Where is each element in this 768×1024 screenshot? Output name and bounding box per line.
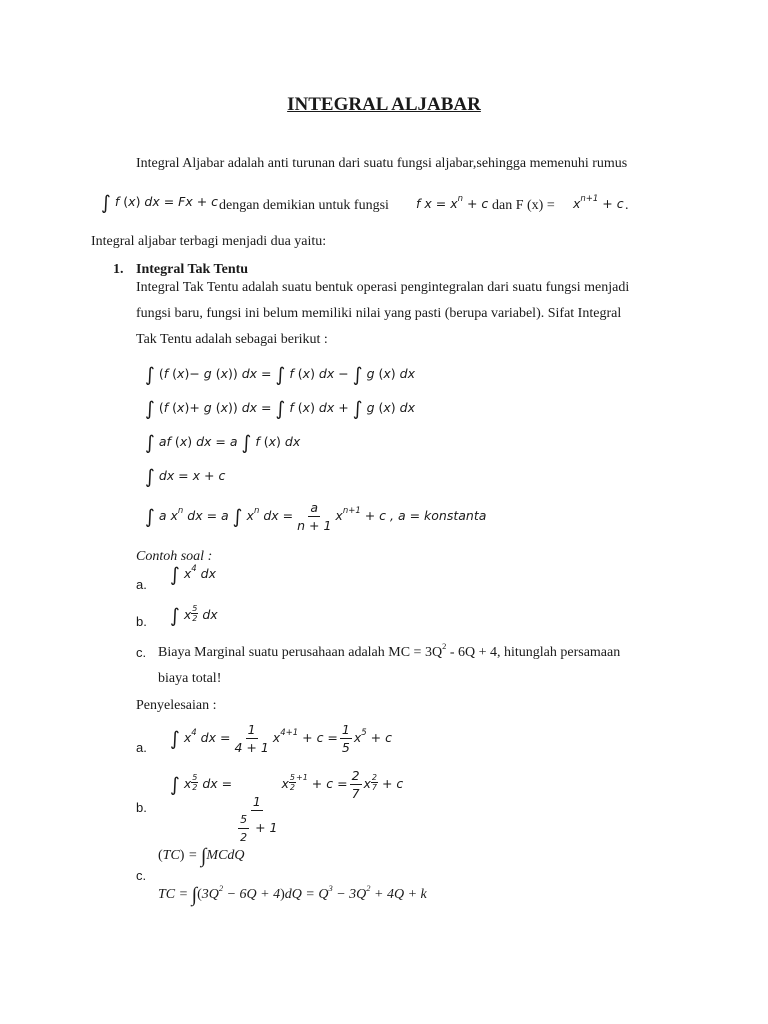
penyelesaian-a-formula: ∫ $x^4$ dx = $\frac{1}{4 + 1}$ $x^{4+1} + c$ = $\frac{1}{5}$ $x^5 + c$	[170, 722, 392, 755]
contoh-b-label: b.	[136, 614, 147, 629]
contoh-b-formula: ∫ x $\frac{5}{2}$ dx	[170, 604, 218, 627]
property-power: ∫ a $x^n$ dx = a ∫ $x^n$ dx = $\frac{a}{n + 1}$ $x^{n+1} + c$ , a = konstanta	[145, 500, 487, 533]
contoh-c-label: c.	[136, 645, 147, 660]
property-sum: ∫ (f (x)+ g (x)) dx = ∫ f (x) dx + ∫ g (x) dx	[145, 398, 415, 420]
section-para-line2: fungsi baru, fungsi ini belum memiliki nilai yang pasti (berupa variabel). Sifat Integral	[136, 306, 622, 321]
intro-end-dot: .	[625, 198, 629, 213]
contoh-a-formula: ∫ $x^4$ dx	[170, 564, 217, 586]
contoh-c-line2: biaya total!	[158, 671, 222, 686]
intro-sentence: Integral Aljabar adalah anti turunan dari suatu fungsi aljabar,sehingga memenuhi rumus	[136, 156, 628, 171]
penyelesaian-c-label: c.	[136, 868, 147, 883]
penyelesaian-a-label: a.	[136, 740, 147, 755]
penyelesaian-c-formula1: (TC) = ∫MCdQ	[158, 845, 245, 867]
formula-func: f $x = x^n + c$	[416, 194, 489, 211]
contoh-c-line1-sup: 2	[442, 641, 447, 651]
section-number: 1.	[113, 262, 124, 277]
contoh-c-line1-pre: Biaya Marginal suatu perusahaan adalah MC = 3Q	[158, 645, 443, 660]
contoh-c-line1	[158, 641, 621, 661]
penyelesaian-b-label: b.	[136, 800, 147, 815]
contoh-a-label: a.	[136, 577, 147, 592]
intro-and-label: dan F (x) =	[492, 198, 555, 213]
contoh-heading: Contoh soal :	[136, 549, 213, 564]
split-sentence: Integral aljabar terbagi menjadi dua yaitu:	[91, 234, 327, 249]
page-title: INTEGRAL ALJABAR	[287, 94, 481, 115]
property-dx: ∫ dx = x + c	[145, 466, 226, 488]
formula-F: $x^{n+1} + c$	[573, 194, 624, 211]
section-para-line1: Integral Tak Tentu adalah suatu bentuk operasi pengintegralan dari suatu fungsi menjadi	[136, 280, 630, 295]
penyelesaian-heading: Penyelesaian :	[136, 698, 217, 713]
property-constant: ∫ af (x) dx = a ∫ f (x) dx	[145, 432, 301, 454]
section-heading: Integral Tak Tentu	[136, 262, 249, 277]
penyelesaian-b-formula: ∫ x $\frac{5}{2}$ dx = 1 $\frac{5}{2}$ + 1 x $\frac{5}{2}$ $^{+1}$ + c = $\frac{2}{7}$ x $\frac{2}{7}$ + c	[170, 768, 404, 844]
formula-main: ∫ f (x) dx = Fx + c	[101, 192, 219, 214]
contoh-c-line1-post: - 6Q + 4, hitunglah persamaan	[446, 645, 621, 660]
property-difference: ∫ (f (x)− g (x)) dx = ∫ f (x) dx − ∫ g (x) dx	[145, 364, 415, 386]
intro-connector: dengan demikian untuk fungsi	[219, 198, 389, 213]
penyelesaian-c-formula2: TC = $\int(3Q^2 - 6Q + 4)dQ = Q^3 - 3Q^2 + 4Q + k$	[158, 883, 427, 906]
section-para-line3: Tak Tentu adalah sebagai berikut :	[136, 332, 328, 347]
